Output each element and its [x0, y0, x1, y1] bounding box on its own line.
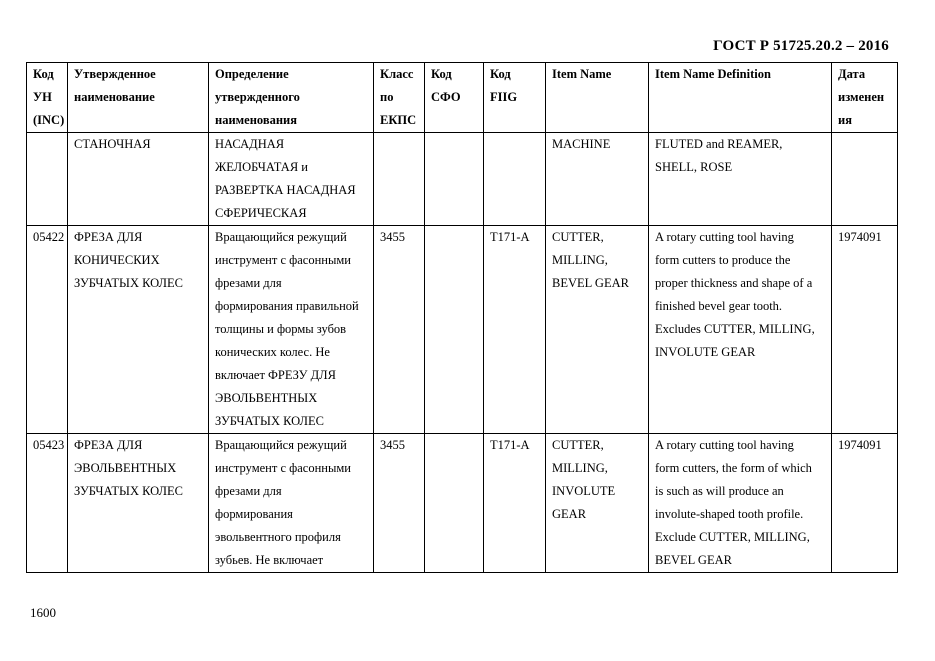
cell-text-line: Excludes CUTTER, MILLING,	[655, 322, 815, 336]
header-text-line: изменен	[838, 90, 885, 104]
cell-def_ru	[209, 133, 374, 226]
cell-text-line: ЗУБЧАТЫХ КОЛЕС	[215, 414, 324, 428]
cell-text-line: фрезами для	[215, 276, 282, 290]
column-header-name_ru	[68, 63, 209, 133]
cell-text-line: Exclude CUTTER, MILLING,	[655, 530, 810, 544]
table-row	[27, 434, 898, 573]
cell-text-line: BEVEL GEAR	[552, 276, 629, 290]
header-text-line: наименование	[74, 90, 155, 104]
cell-text-line: включает ФРЕЗУ ДЛЯ	[215, 368, 336, 382]
cell-text-line: инструмент с фасонными	[215, 253, 351, 267]
table-row	[27, 226, 898, 434]
cell-inc	[27, 226, 68, 434]
cell-text-line: толщины и формы зубов	[215, 322, 347, 336]
column-header-item_def	[649, 63, 832, 133]
header-text-line: Утвержденное	[74, 67, 156, 81]
cell-item_def	[649, 434, 832, 573]
document-header: ГОСТ Р 51725.20.2 – 2016	[713, 38, 889, 54]
header-text-line: (INC)	[33, 113, 65, 127]
cell-date	[832, 133, 898, 226]
cell-text-line: 3455	[380, 438, 405, 452]
cell-def_ru	[209, 226, 374, 434]
cell-text-line: формирования	[215, 507, 293, 521]
cell-text-line: INVOLUTE GEAR	[655, 345, 756, 359]
cell-date	[832, 226, 898, 434]
cell-text-line: BEVEL GEAR	[655, 553, 732, 567]
cell-text-line: РАЗВЕРТКА НАСАДНАЯ	[215, 183, 356, 197]
column-header-fiig	[484, 63, 546, 133]
cell-text-line: эвольвентного профиля	[215, 530, 341, 544]
table-row	[27, 133, 898, 226]
cell-text-line: MILLING,	[552, 461, 608, 475]
cell-text-line: Вращающийся режущий	[215, 230, 347, 244]
cell-sfo	[425, 434, 484, 573]
cell-text-line: proper thickness and shape of a	[655, 276, 813, 290]
header-text-line: Item Name Definition	[655, 67, 771, 81]
cell-text-line: MACHINE	[552, 137, 611, 151]
cell-inc	[27, 133, 68, 226]
cell-text-line: КОНИЧЕСКИХ	[74, 253, 160, 267]
cell-text-line: ФРЕЗА ДЛЯ	[74, 230, 143, 244]
header-text-line: Класс	[380, 67, 414, 81]
cell-text-line: СТАНОЧНАЯ	[74, 137, 151, 151]
cell-def_ru	[209, 434, 374, 573]
cell-sfo	[425, 133, 484, 226]
table-body	[27, 133, 898, 573]
header-text-line: ЕКПС	[380, 113, 417, 127]
cell-text-line: инструмент с фасонными	[215, 461, 351, 475]
cell-text-line: GEAR	[552, 507, 587, 521]
header-text-line: Код	[33, 67, 54, 81]
cell-item_name	[546, 226, 649, 434]
column-header-def_ru	[209, 63, 374, 133]
header-text-line: Определение	[215, 67, 289, 81]
header-text-line: Дата	[838, 67, 866, 81]
cell-text-line: finished bevel gear tooth.	[655, 299, 783, 313]
header-text-line: утвержденного	[215, 90, 300, 104]
table-header-row	[27, 63, 898, 133]
header-text-line: СФО	[431, 90, 461, 104]
cell-name_ru	[68, 133, 209, 226]
column-header-inc	[27, 63, 68, 133]
header-text-line: Код	[431, 67, 452, 81]
cell-text-line: A rotary cutting tool having	[655, 230, 794, 244]
header-text-line: Код	[490, 67, 511, 81]
header-text-line: FIIG	[490, 90, 518, 104]
page-number: 1600	[30, 605, 56, 620]
header-text-line: наименования	[215, 113, 298, 127]
column-header-date	[832, 63, 898, 133]
cell-text-line: Вращающийся режущий	[215, 438, 347, 452]
cell-text-line: SHELL, ROSE	[655, 160, 733, 174]
cell-text-line: НАСАДНАЯ	[215, 137, 285, 151]
cell-text-line: 05422	[33, 230, 65, 244]
cell-text-line: T171-A	[490, 230, 530, 244]
cell-fiig	[484, 133, 546, 226]
cell-ekps	[374, 226, 425, 434]
cell-text-line: INVOLUTE	[552, 484, 616, 498]
column-header-sfo	[425, 63, 484, 133]
cell-text-line: 1974091	[838, 438, 882, 452]
cell-text-line: ЭВОЛЬВЕНТНЫХ	[74, 461, 177, 475]
cell-inc	[27, 434, 68, 573]
cell-fiig	[484, 434, 546, 573]
cell-text-line: 1974091	[838, 230, 882, 244]
cell-text-line: form cutters, the form of which	[655, 461, 812, 475]
cell-text-line: T171-A	[490, 438, 530, 452]
cell-item_name	[546, 133, 649, 226]
cell-text-line: формирования правильной	[215, 299, 359, 313]
header-text-line: УН	[33, 90, 52, 104]
cell-text-line: form cutters to produce the	[655, 253, 791, 267]
cell-ekps	[374, 434, 425, 573]
header-text-line: ия	[838, 113, 852, 127]
column-header-ekps	[374, 63, 425, 133]
cell-text-line: FLUTED and REAMER,	[655, 137, 783, 151]
header-text-line: Item Name	[552, 67, 612, 81]
cell-text-line: ЖЕЛОБЧАТАЯ и	[215, 160, 308, 174]
cell-text-line: СФЕРИЧЕСКАЯ	[215, 206, 307, 220]
cell-fiig	[484, 226, 546, 434]
cell-text-line: CUTTER,	[552, 438, 604, 452]
cell-date	[832, 434, 898, 573]
cell-item_def	[649, 133, 832, 226]
cell-text-line: A rotary cutting tool having	[655, 438, 794, 452]
cell-text-line: involute-shaped tooth profile.	[655, 507, 804, 521]
header-text-line: по	[380, 90, 394, 104]
cell-text-line: 3455	[380, 230, 405, 244]
cell-ekps	[374, 133, 425, 226]
cell-item_name	[546, 434, 649, 573]
cell-text-line: зубьев. Не включает	[215, 553, 324, 567]
cell-text-line: ФРЕЗА ДЛЯ	[74, 438, 143, 452]
cell-text-line: MILLING,	[552, 253, 608, 267]
cell-text-line: ЗУБЧАТЫХ КОЛЕС	[74, 276, 183, 290]
cell-text-line: 05423	[33, 438, 65, 452]
cell-text-line: CUTTER,	[552, 230, 604, 244]
column-header-item_name	[546, 63, 649, 133]
cell-text-line: ЭВОЛЬВЕНТНЫХ	[215, 391, 318, 405]
nomenclature-table	[26, 62, 898, 573]
cell-text-line: фрезами для	[215, 484, 282, 498]
cell-name_ru	[68, 434, 209, 573]
cell-name_ru	[68, 226, 209, 434]
cell-text-line: ЗУБЧАТЫХ КОЛЕС	[74, 484, 183, 498]
cell-sfo	[425, 226, 484, 434]
cell-text-line: is such as will produce an	[655, 484, 784, 498]
cell-text-line: конических колес. Не	[215, 345, 330, 359]
cell-item_def	[649, 226, 832, 434]
